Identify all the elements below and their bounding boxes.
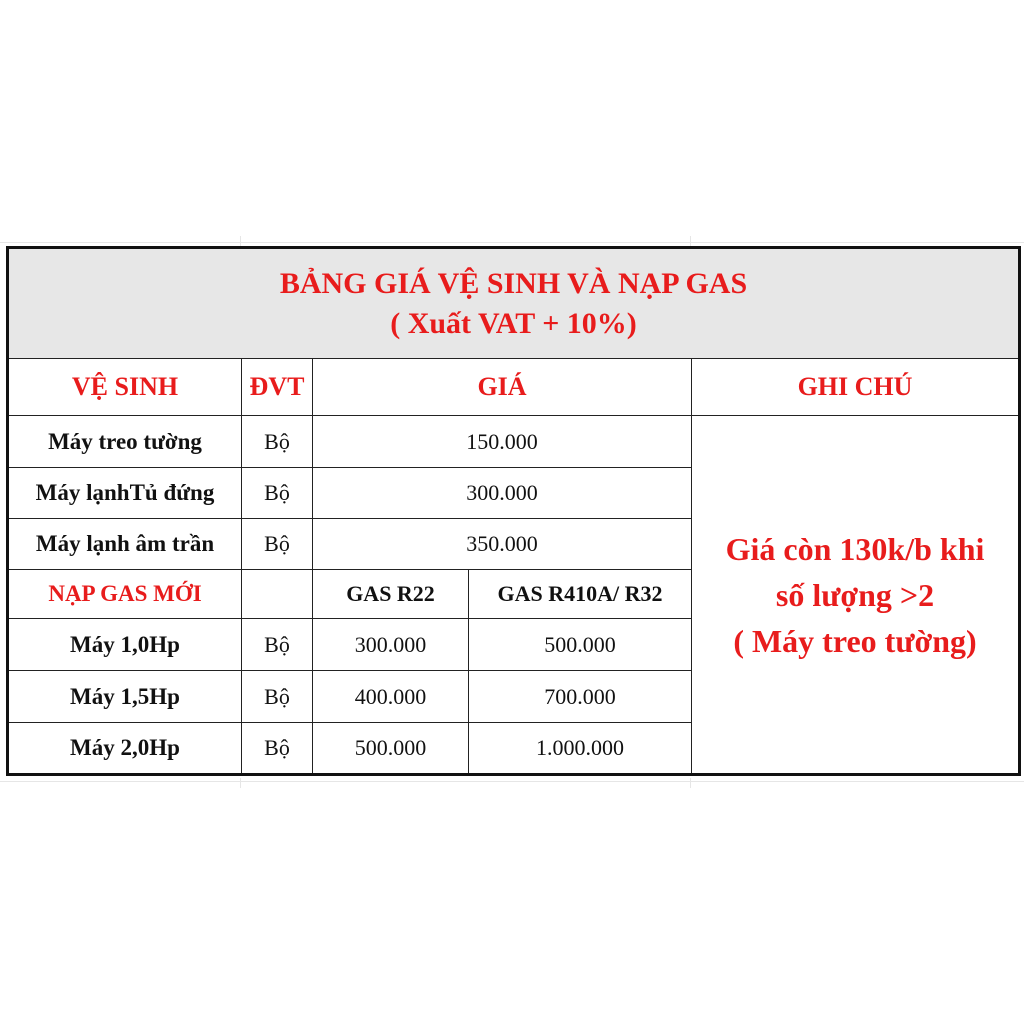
gas-r410-price: 1.000.000: [469, 723, 692, 775]
service-unit: Bộ: [242, 416, 313, 468]
grid-line: [240, 236, 241, 246]
grid-line: [240, 778, 241, 788]
title-line-1: BẢNG GIÁ VỆ SINH VÀ NẠP GAS: [279, 266, 748, 300]
service-name: Máy lạnh âm trần: [8, 519, 242, 570]
grid-line: [0, 781, 1024, 782]
gas-r22-price: 500.000: [313, 723, 469, 775]
service-name: Máy lạnhTủ đứng: [8, 468, 242, 519]
gas-r22-price: 300.000: [313, 619, 469, 671]
service-unit: Bộ: [242, 519, 313, 570]
gas-unit: Bộ: [242, 723, 313, 775]
gas-r410-price: 500.000: [469, 619, 692, 671]
table-title: [8, 248, 1020, 359]
gas-unit: Bộ: [242, 671, 313, 723]
service-price: 350.000: [313, 519, 692, 570]
header-service: VỆ SINH: [8, 359, 242, 416]
service-price: 300.000: [313, 468, 692, 519]
header-price: GIÁ: [313, 359, 692, 416]
note-line-3: ( Máy treo tường): [733, 622, 977, 659]
title-line-2: ( Xuất VAT + 10%): [390, 306, 637, 340]
grid-line: [690, 236, 691, 246]
gas-r410-header: GAS R410A/ R32: [469, 570, 692, 619]
grid-line: [0, 242, 1024, 243]
table-row: [8, 416, 1020, 468]
service-name: Máy treo tường: [8, 416, 242, 468]
gas-machine-name: Máy 1,0Hp: [8, 619, 242, 671]
grid-line: [690, 778, 691, 788]
note-cell: [692, 416, 1020, 775]
gas-r22-price: 400.000: [313, 671, 469, 723]
price-table: [6, 246, 1021, 776]
gas-r410-price: 700.000: [469, 671, 692, 723]
gas-machine-name: Máy 2,0Hp: [8, 723, 242, 775]
header-row: [8, 359, 1020, 416]
header-unit: ĐVT: [242, 359, 313, 416]
gas-r22-header: GAS R22: [313, 570, 469, 619]
service-unit: Bộ: [242, 468, 313, 519]
header-note: GHI CHÚ: [692, 359, 1020, 416]
gas-header-empty: [242, 570, 313, 619]
note-line-2: số lượng >2: [775, 576, 935, 613]
title-row: [8, 248, 1020, 359]
gas-unit: Bộ: [242, 619, 313, 671]
gas-machine-name: Máy 1,5Hp: [8, 671, 242, 723]
service-price: 150.000: [313, 416, 692, 468]
gas-section-label: NẠP GAS MỚI: [8, 570, 242, 619]
note-line-1: Giá còn 130k/b khi: [725, 530, 985, 567]
